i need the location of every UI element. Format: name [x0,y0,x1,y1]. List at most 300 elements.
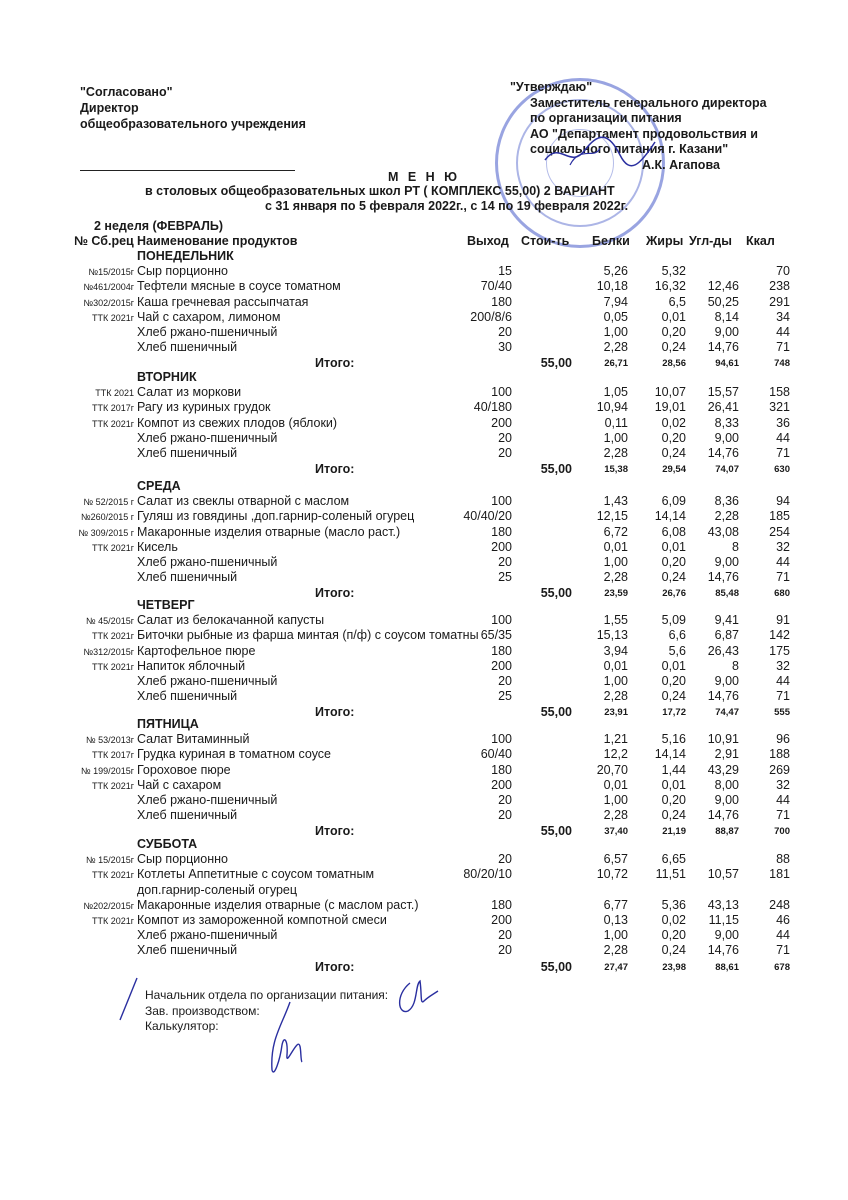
total-carbs: 85,48 [715,588,739,600]
total-cost: 55,00 [540,705,572,720]
dish-output: 180 [491,294,512,309]
recipe-ref: ТТК 2021г [91,661,134,672]
total-protein: 15,38 [604,464,628,476]
dish-carbs: 2,91 [714,747,739,762]
total-label: Итого: [315,705,355,720]
dish-name: Хлеб пшеничный [137,340,238,355]
footer-head-of-catering: Начальник отдела по организации питания: [145,988,389,1002]
dish-kcal: 96 [776,732,790,747]
dish-output: 200 [491,658,512,673]
total-protein: 37,40 [604,826,628,838]
table-row [0,279,848,294]
dish-kcal: 248 [769,897,790,912]
total-protein: 23,59 [604,588,628,600]
dish-protein: 12,2 [603,747,628,762]
dish-carbs: 8,00 [714,777,739,792]
total-cost: 55,00 [540,824,572,839]
dish-name: Хлеб ржано-пшеничный [137,430,278,445]
dish-kcal: 71 [776,808,790,823]
total-protein: 26,71 [604,358,628,370]
total-protein: 23,91 [604,707,628,719]
table-row [0,898,848,913]
dish-name: Салат Витаминный [137,732,250,747]
total-kcal: 555 [774,707,790,719]
table-row [0,659,848,674]
dish-fat: 16,32 [654,279,686,294]
dish-fat: 6,5 [668,294,686,309]
dish-name: Хлеб ржано-пшеничный [137,928,278,943]
total-fat: 23,98 [662,961,686,973]
total-fat: 28,56 [662,358,686,370]
dish-carbs: 9,00 [714,430,739,445]
dish-kcal: 44 [776,674,790,688]
dish-carbs: 9,00 [714,325,739,339]
dish-protein: 0,11 [604,415,628,430]
dish-output: 20 [498,325,512,339]
recipe-ref: ТТК 2021г [91,780,134,791]
dish-output: 20 [498,793,512,807]
dish-fat: 0,24 [661,340,686,355]
dish-kcal: 32 [776,777,790,792]
dish-carbs: 6,87 [714,628,739,643]
dish-carbs: 8,36 [714,494,739,509]
dish-output: 60/40 [480,747,512,762]
col-header-ref: № Сб.рец [74,234,134,248]
table-row [0,613,848,628]
dish-name: Гороховое пюре [137,762,231,777]
dish-name: Салат из моркови [137,385,242,400]
table-row [0,913,848,928]
total-protein: 27,47 [604,961,628,973]
dish-output: 20 [498,430,512,445]
dish-output: 180 [491,524,512,539]
col-header-fat: Жиры [646,234,684,248]
table-row [0,555,848,570]
day-name: ВТОРНИК [137,370,197,384]
dish-carbs: 14,76 [707,570,739,585]
dish-output: 100 [491,732,512,747]
dish-output: 20 [498,446,512,460]
dish-name: Чай с сахаром [137,777,222,792]
recipe-ref: №312/2015г [83,646,134,657]
dish-output: 100 [491,494,512,509]
total-cost: 55,00 [540,586,572,601]
dish-kcal: 291 [769,294,790,309]
footer-production-manager: Зав. производством: [145,1003,260,1018]
document-period: с 31 января по 5 февраля 2022г., с 14 по 19 февраля 2022г. [265,199,629,213]
dish-protein: 10,18 [596,279,628,294]
footer-calculator: Калькулятор: [145,1019,219,1033]
day-name: СРЕДА [137,479,181,493]
dish-fat: 0,20 [661,325,686,339]
dish-kcal: 44 [776,793,790,807]
total-label: Итого: [315,586,355,601]
total-cost: 55,00 [540,462,572,477]
dish-output: 200 [491,415,512,430]
dish-fat: 14,14 [654,509,686,524]
recipe-ref: ТТК 2021г [91,542,134,553]
table-row [0,310,848,325]
dish-kcal: 71 [776,689,790,704]
dish-protein: 0,01 [603,539,628,554]
dish-name: Напиток яблочный [137,658,246,673]
dish-kcal: 321 [769,400,790,415]
table-row [0,747,848,762]
dish-output: 40/40/20 [463,509,512,524]
signature-initials-icon [390,975,440,1020]
dish-carbs: 8,14 [714,309,739,324]
dish-kcal: 71 [776,446,790,460]
dish-protein: 1,43 [603,494,628,509]
dish-output: 30 [498,340,512,355]
dish-fat: 6,65 [661,852,686,867]
table-row [0,867,848,882]
table-row [0,883,848,898]
approval-agreed: "Согласовано" [80,85,173,99]
dish-fat: 0,02 [661,913,686,927]
dish-carbs: 50,25 [707,294,739,309]
dish-name: Гуляш из говядины ,доп.гарнир-соленый огурец [137,509,415,524]
recipe-ref: № 53/2013г [86,735,134,746]
dish-kcal: 32 [776,539,790,554]
table-row [0,540,848,555]
dish-output: 180 [491,897,512,912]
dish-fat: 0,24 [661,808,686,823]
document-subtitle: в столовых общеобразовательных школ РТ ( КОМПЛЕКС 55,00) 2 ВАРИАНТ [145,184,615,198]
total-carbs: 74,07 [715,464,739,476]
dish-protein: 1,05 [603,385,628,400]
dish-carbs: 8 [732,658,739,673]
dish-carbs: 10,57 [707,867,739,882]
dish-protein: 1,21 [603,732,628,747]
recipe-ref: №302/2015г [83,297,134,308]
recipe-ref: № 15/2015г [86,855,134,866]
dish-fat: 6,6 [668,628,686,643]
dish-name: Сыр порционно [137,264,228,279]
dish-fat: 0,24 [661,446,686,460]
approver-position: Заместитель генерального директора [530,95,767,110]
dish-kcal: 181 [769,867,790,882]
dish-kcal: 185 [769,509,790,524]
dish-kcal: 158 [769,385,790,400]
dish-fat: 0,24 [661,943,686,958]
dish-kcal: 34 [776,309,790,324]
dish-output: 180 [491,762,512,777]
dish-output: 200 [491,777,512,792]
dish-output: 200/8/6 [470,309,512,324]
table-row [0,340,848,355]
dish-protein: 0,01 [603,777,628,792]
dish-output: 70/40 [480,279,512,294]
table-row [0,644,848,659]
total-kcal: 680 [774,588,790,600]
dish-carbs: 14,76 [707,808,739,823]
dish-fat: 5,6 [668,643,686,658]
table-row [0,509,848,524]
dish-name: Грудка куриная в томатном соусе [137,747,332,762]
dish-protein: 2,28 [603,340,628,355]
table-row [0,494,848,509]
dish-name: Сыр порционно [137,852,228,867]
dish-name: Хлеб пшеничный [137,808,238,823]
dish-name: Хлеб пшеничный [137,943,238,958]
dish-output: 180 [491,643,512,658]
recipe-ref: №15/2015г [88,267,134,278]
dish-protein: 2,28 [603,446,628,460]
approval-approved: "Утверждаю" [510,80,593,94]
approver-company-2: социального питания г. Казани" [530,142,729,156]
recipe-ref: № 309/2015 г [78,527,134,538]
dish-protein: 2,28 [603,689,628,704]
dish-output: 100 [491,613,512,628]
dish-protein: 0,05 [603,309,628,324]
dish-carbs: 8,33 [714,415,739,430]
dish-carbs: 9,41 [714,613,739,628]
dish-carbs: 43,13 [707,897,739,912]
dish-kcal: 88 [776,852,790,867]
recipe-ref: ТТК 2021 [95,388,134,399]
dish-fat: 6,08 [661,524,686,539]
dish-name: Салат из свеклы отварной с маслом [137,494,350,509]
table-row [0,570,848,585]
dish-protein: 0,01 [603,658,628,673]
total-fat: 26,76 [662,588,686,600]
dish-output: 20 [498,555,512,569]
table-row [0,943,848,958]
day-header [0,249,848,264]
dish-output: 80/20/10 [463,867,512,882]
table-row [0,793,848,808]
dish-name: Макаронные изделия отварные (с маслом раст.) [137,897,419,912]
dish-output: 15 [498,264,512,279]
table-row [0,325,848,340]
dish-protein: 1,00 [603,555,628,569]
dish-kcal: 94 [776,494,790,509]
dish-name: Чай с сахаром, лимоном [137,309,281,324]
recipe-ref: ТТК 2017г [91,750,134,761]
dish-carbs: 43,29 [707,762,739,777]
dish-name: Компот из свежих плодов (яблоки) [137,415,338,430]
day-header [0,370,848,385]
dish-protein: 10,72 [596,867,628,882]
dish-name: Картофельное пюре [137,643,256,658]
dish-carbs: 10,91 [707,732,739,747]
dish-fat: 11,51 [655,867,686,882]
dish-fat: 0,20 [661,674,686,688]
dish-fat: 19,01 [654,400,686,415]
dish-name: Каша гречневая рассыпчатая [137,294,309,309]
total-carbs: 88,87 [715,826,739,838]
signature-mark-icon [115,975,145,1025]
dish-kcal: 36 [776,415,790,430]
table-row [0,674,848,689]
dish-carbs: 2,28 [714,509,739,524]
recipe-ref: ТТК 2021г [91,631,134,642]
dish-protein: 1,55 [603,613,628,628]
dish-fat: 0,20 [661,928,686,943]
table-row [0,431,848,446]
recipe-ref: № 199/2015г [81,765,134,776]
approval-block-left [80,84,306,132]
dish-kcal: 188 [769,747,790,762]
dish-kcal: 46 [776,913,790,927]
table-row [0,385,848,400]
recipe-ref: ТТК 2017г [91,403,134,414]
dish-kcal: 254 [769,524,790,539]
dish-name: Кисель [137,539,178,554]
dish-fat: 0,20 [661,793,686,807]
dish-protein: 2,28 [603,570,628,585]
dish-kcal: 91 [776,613,790,628]
table-row [0,628,848,643]
dish-fat: 0,24 [661,570,686,585]
total-carbs: 88,61 [715,961,739,973]
day-name: СУББОТА [137,837,198,851]
dish-carbs: 14,76 [707,446,739,460]
table-row [0,732,848,747]
recipe-ref: ТТК 2021г [91,418,134,429]
dish-kcal: 238 [769,279,790,294]
dish-fat: 5,32 [661,264,686,279]
day-total-row [0,462,848,477]
table-row [0,446,848,461]
dish-kcal: 44 [776,555,790,569]
total-fat: 17,72 [662,707,686,719]
dish-fat: 5,09 [661,613,686,628]
dish-output: 20 [498,928,512,943]
dish-output: 100 [491,385,512,400]
dish-output: 65/35 [480,628,512,643]
dish-output: 25 [498,689,512,704]
col-header-output: Выход [467,234,509,248]
dish-protein: 1,00 [603,430,628,445]
total-label: Итого: [315,462,355,477]
footer-signatures [145,988,388,1035]
dish-kcal: 269 [769,762,790,777]
dish-protein: 1,00 [603,793,628,807]
approver-name: А.К. Агапова [642,157,720,172]
recipe-ref: №260/2015 г [81,512,134,523]
total-label: Итого: [315,824,355,839]
dish-fat: 0,01 [661,309,686,324]
approval-block-right [510,80,767,173]
approver-company: АО "Департамент продовольствия и [530,126,758,141]
dish-fat: 5,16 [661,732,686,747]
table-row [0,525,848,540]
col-header-name: Наименование продуктов [137,234,298,248]
total-kcal: 748 [774,358,790,370]
dish-carbs: 9,00 [714,555,739,569]
dish-kcal: 44 [776,928,790,943]
col-header-carbs: Угл-ды [689,234,732,248]
dish-carbs: 9,00 [714,674,739,688]
dish-carbs: 26,41 [707,400,739,415]
dish-name: Хлеб ржано-пшеничный [137,325,278,339]
recipe-ref: №202/2015г [83,900,134,911]
total-kcal: 700 [774,826,790,838]
recipe-ref: ТТК 2021г [91,870,134,881]
dish-name: Хлеб пшеничный [137,570,238,585]
dish-name: Хлеб ржано-пшеничный [137,793,278,807]
dish-carbs: 11,15 [708,913,739,927]
dish-protein: 6,77 [603,897,628,912]
recipe-ref: № 45/2015г [86,616,134,627]
total-kcal: 678 [774,961,790,973]
total-label: Итого: [315,356,355,371]
dish-kcal: 70 [776,264,790,279]
dish-kcal: 71 [776,340,790,355]
approval-institution: общеобразовательного учреждения [80,117,306,131]
table-row [0,763,848,778]
dish-name: Салат из белокачанной капусты [137,613,325,628]
recipe-ref: ТТК 2021г [91,916,134,926]
table-row [0,689,848,704]
dish-carbs: 14,76 [707,689,739,704]
dish-kcal: 71 [776,570,790,585]
dish-kcal: 32 [776,658,790,673]
dish-fat: 0,01 [661,539,686,554]
day-name: ПЯТНИЦА [137,717,199,731]
dish-output: 20 [498,943,512,958]
week-label: 2 неделя (ФЕВРАЛЬ) [94,219,224,233]
day-header [0,837,848,852]
total-carbs: 94,61 [715,358,739,370]
dish-fat: 0,20 [661,555,686,569]
table-row [0,778,848,793]
document-title: М Е Н Ю [387,170,461,184]
dish-name: Хлеб пшеничный [137,446,238,460]
day-name: ПОНЕДЕЛЬНИК [137,249,234,263]
dish-fat: 0,01 [661,777,686,792]
table-row [0,808,848,823]
total-fat: 21,19 [662,826,686,838]
total-fat: 29,54 [662,464,686,476]
dish-protein: 7,94 [603,294,628,309]
day-header [0,717,848,732]
dish-protein: 6,57 [603,852,628,867]
dish-kcal: 44 [776,430,790,445]
dish-output: 40/180 [473,400,512,415]
dish-output: 25 [498,570,512,585]
dish-fat: 14,14 [654,747,686,762]
dish-kcal: 175 [769,643,790,658]
dish-kcal: 44 [776,325,790,339]
dish-protein: 1,00 [603,674,628,688]
dish-name: Компот из замороженной компотной смеси [137,913,387,927]
dish-fat: 0,02 [661,415,686,430]
recipe-ref: № 52/2015 г [83,497,134,508]
dish-protein: 12,15 [596,509,628,524]
dish-output: 20 [498,852,512,867]
total-cost: 55,00 [540,356,572,371]
dish-protein: 6,72 [603,524,628,539]
dish-protein: 1,00 [603,928,628,943]
col-header-kcal: Ккал [746,234,775,248]
dish-protein: 20,70 [596,762,628,777]
dish-protein: 1,00 [603,325,628,339]
dish-protein: 2,28 [603,808,628,823]
dish-output: 20 [498,674,512,688]
dish-output: 20 [498,808,512,823]
total-label: Итого: [315,959,355,974]
recipe-ref: №461/2004г [83,282,134,293]
dish-protein: 2,28 [603,943,628,958]
dish-carbs: 15,57 [707,385,739,400]
dish-carbs: 43,08 [707,524,739,539]
dish-kcal: 71 [776,943,790,958]
dish-name: Котлеты Аппетитные с соусом томатным [137,867,375,882]
dish-kcal: 142 [769,628,790,643]
